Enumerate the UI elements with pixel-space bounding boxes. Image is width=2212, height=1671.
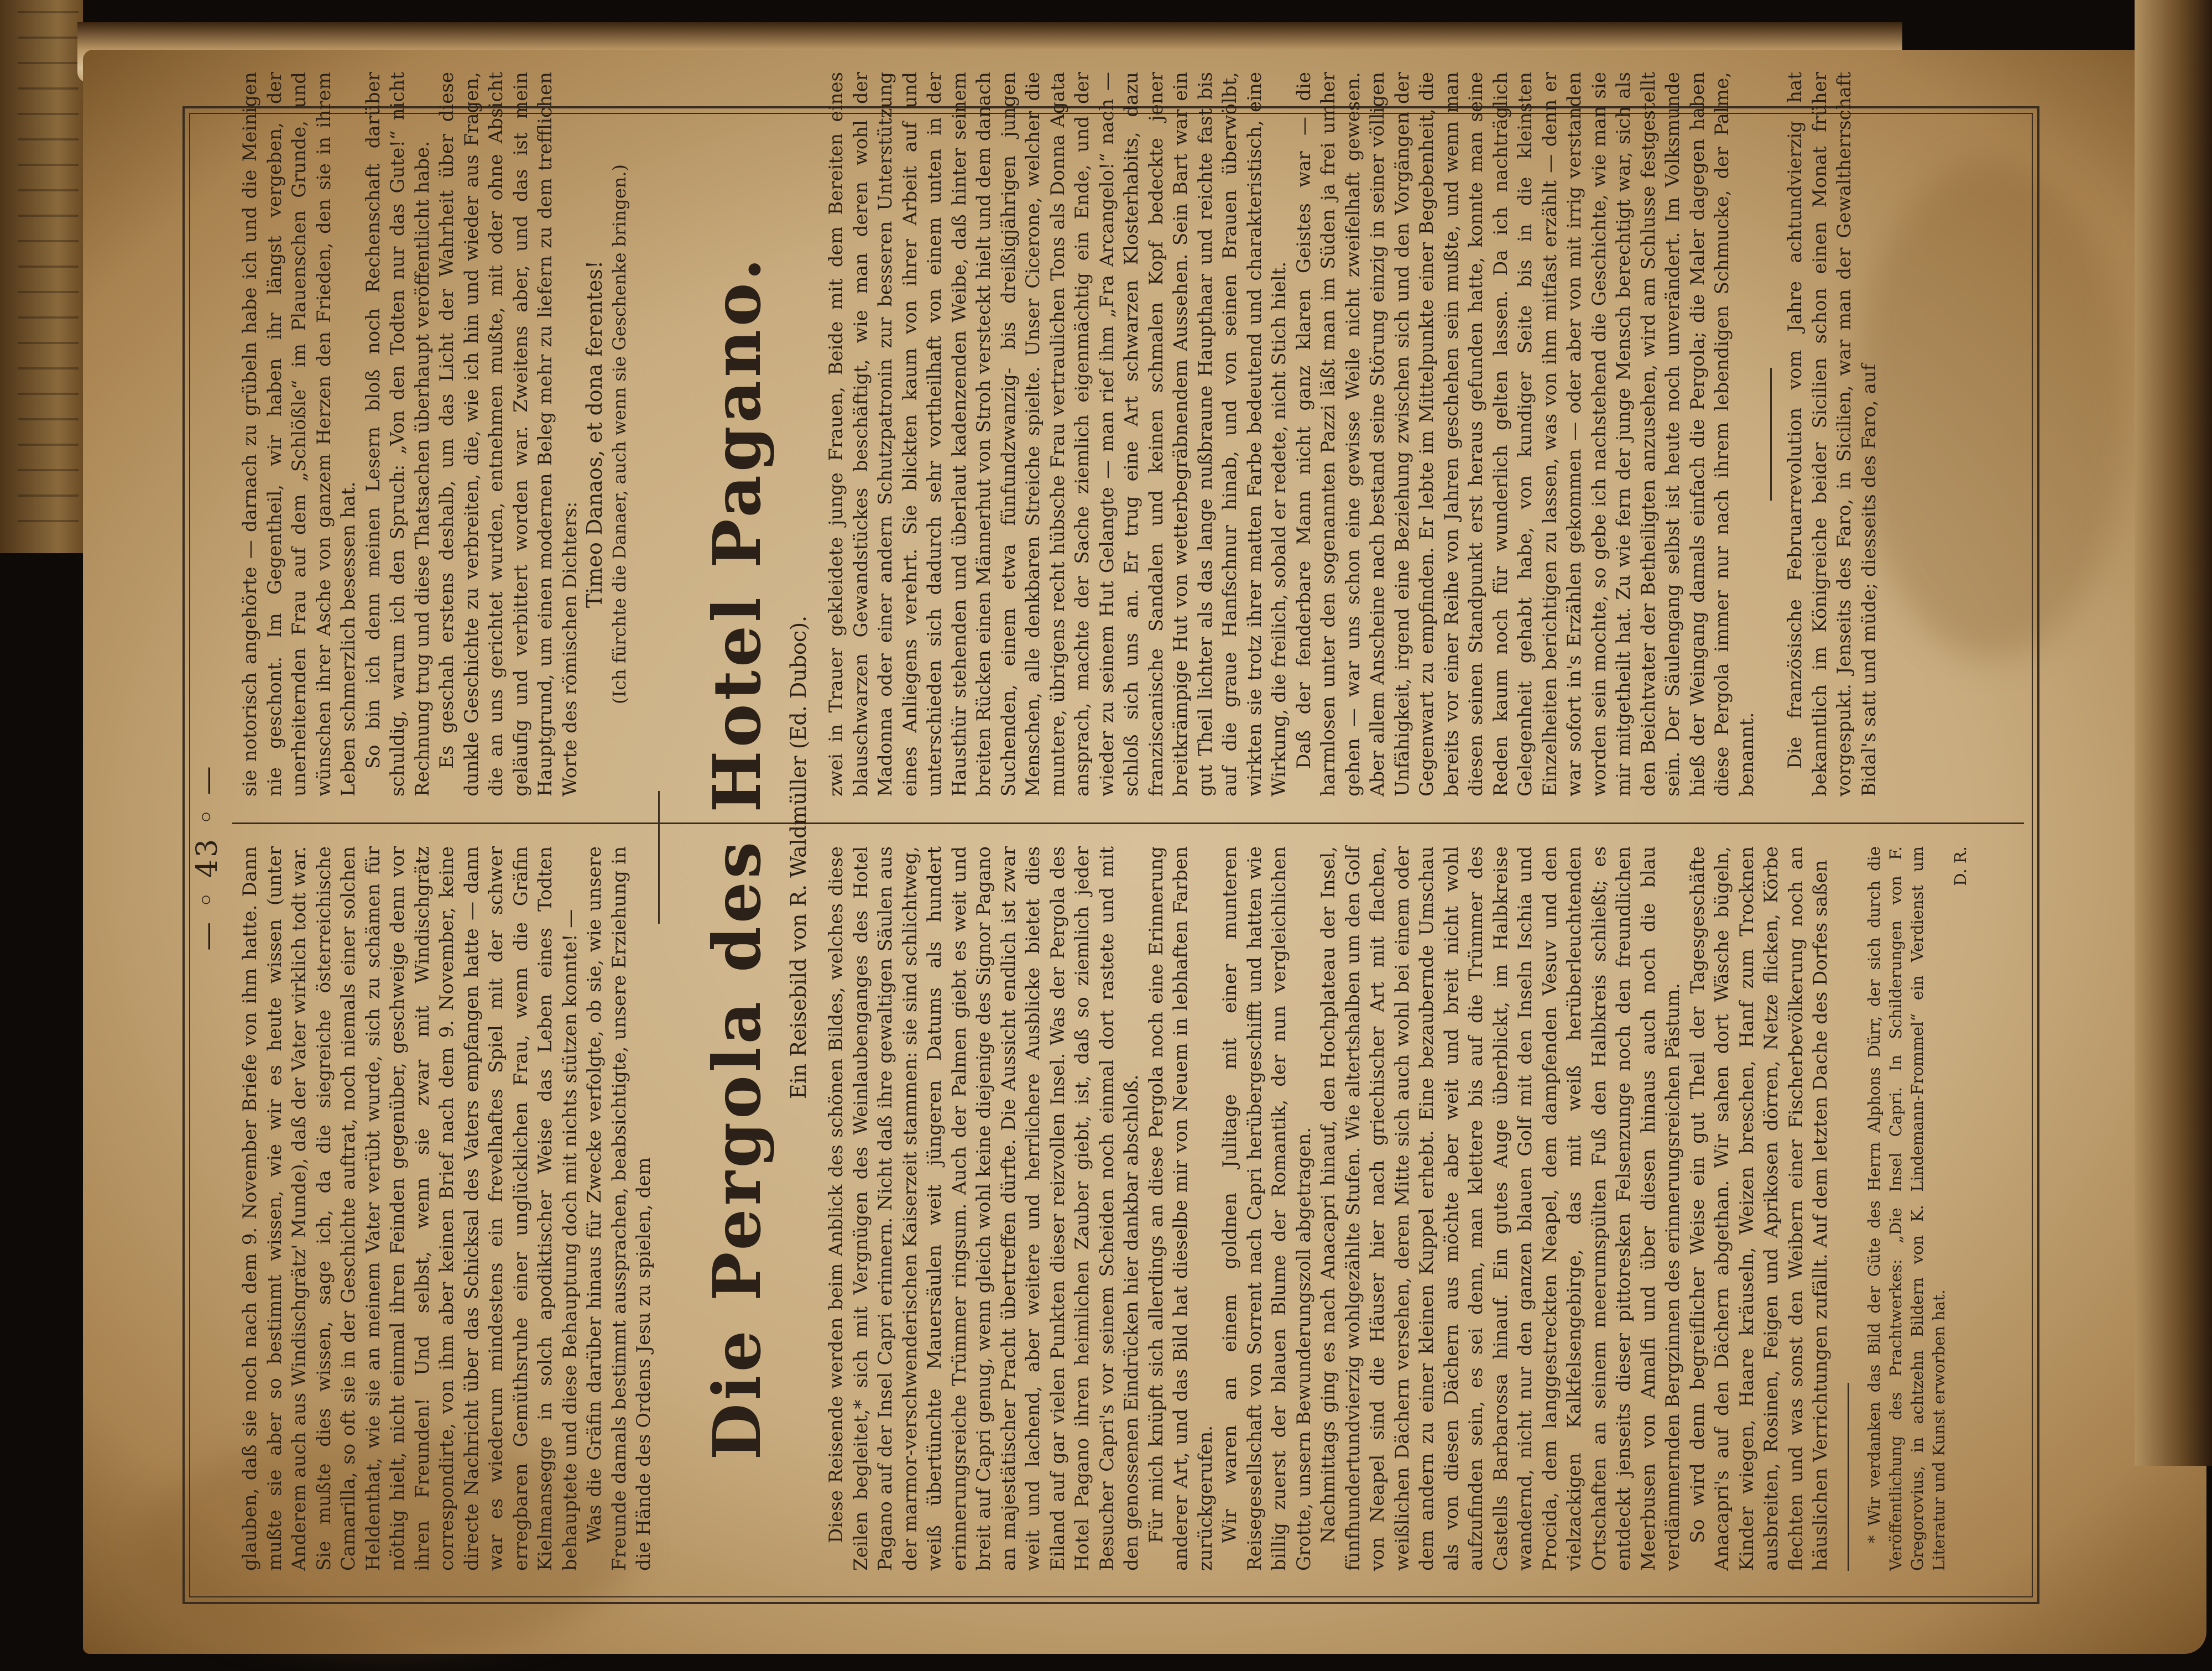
article-title: Die Pergola des Hotel Pagano.: [698, 254, 775, 1460]
article-column-left: [824, 846, 1971, 1571]
rotated-text-block: [182, 72, 2063, 1604]
footnote-text: * Wir verdanken das Bild der Güte des Herrn Alphons Dürr, der sich durch die Veröffentlichung des Prachtwerkes: „Die Insel Capri. In Schilderungen von F. Gregorovius, in achtzehn Bildern von K. Lindemann-Frommel“ ein Verdienst um Literatur und Kunst erworben hat.: [1864, 846, 1948, 1571]
paragraph: zwei in Trauer gekleidete junge Frauen, Beide mit dem Bereiten eines blauschwarzen Gewandstückes beschäftigt, wie man deren wohl der Madonna oder einer andern Schutzpatronin zur besseren Unterstützung eines Anliegens verehrt. Sie blickten kaum von ihrer Arbeit auf und unterschieden sich dadurch sehr vortheilhaft von einem unten in der Hausthür stehenden und überlaut kadenzenden Weibe, daß hinter seinem breiten Rücken einen Männerhut von Stroh versteckt hielt und dem danach Suchenden, einem etwa fünfundzwanzig- bis dreißigjährigen jungen Menschen, alle denkbaren Streiche spielte. Unser Cicerone, welcher die muntere, übrigens recht hübsche Frau vertraulichen Tons als Donna Agata ansprach, machte der Sache ziemlich eigenmächtig ein Ende, und der wieder zu seinem Hut Gelangte — man rief ihm „Fra Arcangelo!“ nach — schloß sich uns an. Er trug eine Art schwarzen Klosterhabits, dazu franziscanische Sandalen und keinen schmalen Kopf bedeckte jener breitkrämpige Hut von wetterbegräbnendem Aussehen. Sein Bart war ein gut Theil lichter als das lange nußbraune Haupthaar und reichte fast bis auf die graue Hanfschnur hinab, und von seinen Brauen überwölbt, wirkten sie trotz ihrer matten Farbe bedeutend und charakteristisch, eine Wirkung, die freilich, sobald er redete, nicht Stich hielt.: [825, 72, 1290, 797]
footnote: [1864, 846, 1971, 1571]
column-right: [238, 72, 632, 797]
paragraph: Nachmittags ging es nach Anacapri hinauf, den Hochplateau der Insel, fünfhundertundvierzig wohlgezählte Stufen. Wie altertshalben um den Golf von Neapel sind die Häuser hier nach griechischer Art mit flachen, weißlichen Dächern versehen, deren Mitte sich auch wohl bei einem oder dem andern zu einer kleinen Kuppel erhebt. Eine bezaubernde Umschau als von diesen Dächern aus möchte aber weit und breit nicht wohl aufzufinden sein, es sei denn, man klettere bis auf die Trümmer des Castells Barbarossa hinauf. Ein gutes Auge überblickt, im Halbkreise wandernd, nicht nur den ganzen blauen Golf mit den Inseln Ischia und Procida, dem langgestreckten Neapel, dem dampfenden Vesuv und den vielzackigen Kalkfelsengebirge, das mit weiß herüberleuchtenden Ortschaften an seinem meerumspülten Fuß den Halbkreis schließt; es entdeckt jenseits dieser pittoresken Felsenzunge noch den freundlichen Meerbusen von Amalfi und über diesen hinaus auch noch die blau verdämmernden Bergzinnen des erinnerungsreichen Pästum.: [1317, 846, 1684, 1571]
section-rule: [658, 791, 660, 924]
article-heading: [641, 111, 833, 1604]
paragraph: So wird denn begreiflicher Weise ein gut Theil der Tagesgeschäfte Anacapri's auf den Dächern abgethan. Wir sahen dort Wäsche bügeln, Kinder wiegen, Haare kräuseln, Weizen breschen, Hanf zum Trocknen ausbreiten, Rosinen, Feigen und Aprikosen dörren, Netze flicken, Körbe flechten und was sonst den Weibern einer Fischerbevölkerung noch an häuslichen Verrichtungen zufällt. Auf dem letzten Dache des Dorfes saßen: [1686, 846, 1832, 1571]
paragraph: Für mich knüpft sich allerdings an diese Pergola noch eine Erinnerung anderer Art, und das Bild hat dieselbe mir von Neuem in lebhaften Farben zurückgerufen.: [1145, 846, 1217, 1571]
footnote-signature: D. R.: [1950, 846, 1970, 886]
paragraph: sie notorisch angehörte — darnach zu grübeln habe ich und die Meinigen nie geschont. Im Gegentheil, wir haben ihr längst vergeben, der unerheiternden Frau auf dem „Schlößle“ im Plauenschen Grunde, und wünschen ihrer Asche von ganzem Herzen den Frieden, den sie in ihrem Leben schmerzlich besessen hat.: [239, 72, 359, 797]
paragraph: Daß der fenderbare Mann nicht ganz klaren Geistes war — die harmlosen unter den sogenannten Pazzi läßt man im Süden ja frei umher gehen — war uns schon eine gewisse Weile nicht zweifelhaft gewesen. Aber allem Anscheine nach bestand seine Störung einzig in seiner völligen Unfähigkeit, irgend eine Beziehung zwischen sich und den Vorgängen der Gegenwart zu empfinden. Er lebte im Mittelpunkte einer Begebenheit, die bereits vor einer Reihe von Jahren geschehen sein mußte, und wenn man diesen seinen Standpunkt erst heraus gefunden hatte, konnte man seine Reden kaum noch für wunderlich gelten lassen. Da ich nachträglich Gelegenheit gehabt habe, von kundiger Seite bis in die kleinsten Einzelheiten berichtigen zu lassen, was von ihm mitfast erzählt — denn er war sofort in's Erzählen gekommen — oder aber von mit irrig verstanden worden sein mochte, so gebe ich nachstehend die Geschichte, wie man sie mir mitgetheilt hat. Zu wie fern der junge Mensch berechtigt war, sich als den Beichtvater der Betheiligten anzusehen, wird am Schlusse festgestellt sein. Der Säulengang selbst ist heute noch unverändert. Im Volksmunde hieß der Weingang damals einfach die Pergola; die Maler dagegen haben diese Pergola immer nur nach ihrem lebendigen Schmucke, der Palme, benannt.: [1292, 72, 1758, 797]
footnote-rule: [1848, 1383, 1849, 1571]
paragraph: Was die Gräfin darüber hinaus für Zwecke verfolgte, ob sie, wie unsere Freunde damals bestimmt aussprachen, beabsichtigte, unsere Erziehung in die Hände des Ordens Jesu zu spielen, dem: [583, 846, 655, 1571]
section-rule: [1770, 368, 1772, 501]
page-number: — ◦ 43 ◦ —: [191, 764, 224, 951]
latin-quote: Timeo Danaos, et dona ferentes!: [582, 260, 607, 608]
left-page-edge: [0, 0, 83, 553]
paragraph: So bin ich denn meinen Lesern bloß noch Rechenschaft darüber schuldig, warum ich den Spruch: „Von den Todten nur das Gute!“ nicht Rechnung trug und diese Thatsachen überhaupt veröffentlicht habe.: [362, 72, 434, 797]
article-subtitle: Ein Reisebild von R. Waldmüller (Ed. Duboc).: [786, 615, 811, 1100]
paragraph: glauben, daß sie noch nach dem 9. November Briefe von ihm hatte. Dann mußte sie aber so bestimmt wissen, wie wir es heute wissen (unter Anderem auch aus Windischgrätz' Munde), daß der Vater wirklich todt war. Sie mußte dies wissen, sage ich, da die siegreiche österreichische Camarilla, so oft sie in der Geschichte auftrat, noch niemals einer solchen Heldenthat, wie sie an meinem Vater verübt wurde, sich zu schämen für nöthig hielt, nicht einmal ihren Feinden gegenüber, geschweige denn vor ihren Freunden! Und selbst, wenn sie zwar mit Windischgrätz correspondirte, von ihm aber keinen Brief nach dem 9. November, keine directe Nachricht über das Schicksal des Vaters empfangen hatte — dann war es wiederum mindestens ein frevelhaftes Spiel mit der schwer erregbaren Gemüthsruhe einer unglücklichen Frau, wenn die Gräfin Kielmansegge in solch apodiktischer Weise das Leben eines Todten behauptete und diese Behauptung doch mit nichts stützen konnte! —: [239, 846, 581, 1571]
paragraph: Die französische Februarrevolution vom Jahre achtundvierzig hat bekanntlich im Königreiche beider Sicilien schon einen Monat früher vorgespukt. Jenseits des Faro, in Sicilien, war man der Gewaltherrschaft Bidal's satt und müde; diesseits des Faro, auf: [1784, 72, 1880, 797]
paragraph: Diese Reisende werden beim Anblick des schönen Bildes, welches diese Zeilen begleitet,* sich mit Vergnügen des Weinlaubenganges des Hotel Pagano auf der Insel Capri erinnern. Nicht daß ihre gewaltigen Säulen aus der marmor-verschwenderischen Kaiserzeit stammen: sie sind schlichtweg, weiß übertünchte Mauersäulen weit jüngeren Datums als hundert erinnerungsreiche Trümmer ringsum. Auch der Palmen giebt es weit und breit auf Capri genug, wenn gleich wohl keine diejenige des Signor Pagano an majestätischer Pracht übertreffen dürfte. Die Aussicht endlich ist zwar weit und lachend, aber weitere und herrlichere Ausblicke bietet dies Eiland auf gar vielen Punkten dieser reizvollen Insel. Was der Pergola des Hotel Pagano ihren heimlichen Zauber giebt, ist, daß so ziemlich jeder Besucher Capri's vor seinem Scheiden noch einmal dort rastete und mit den genossenen Eindrücken hier dankbar abschloß.: [825, 846, 1142, 1571]
article-column-right: [824, 72, 1881, 797]
quote-translation: (Ich fürchte die Danaer, auch wenn sie Geschenke bringen.): [608, 164, 630, 705]
column-left: [238, 846, 656, 1571]
right-page-edge: [2135, 0, 2212, 1466]
column-divider: [232, 823, 2024, 824]
paragraph: Es geschah erstens deshalb, um das Licht der Wahrheit über diese dunkle Geschichte zu verbreiten, die, wie ich hin und wieder aus Fragen, die an uns gerichtet wurden, entnehmen mußte, mit oder ohne Absicht geläufig und verbittert worden war. Zweitens aber, und das ist mein Hauptgrund, um einen modernen Beleg mehr zu liefern zu dem trefflichen Worte des römischen Dichters:: [436, 72, 581, 797]
paragraph: Wir waren an einem goldnen Julitage mit einer munteren Reisegesellschaft von Sorrent nach Capri herübergeschifft und hatten wie billig zuerst der blauen Blume der Romantik, der nun vergleichlichen Grotte, unsern Bewunderungszoll abgetragen.: [1219, 846, 1315, 1571]
